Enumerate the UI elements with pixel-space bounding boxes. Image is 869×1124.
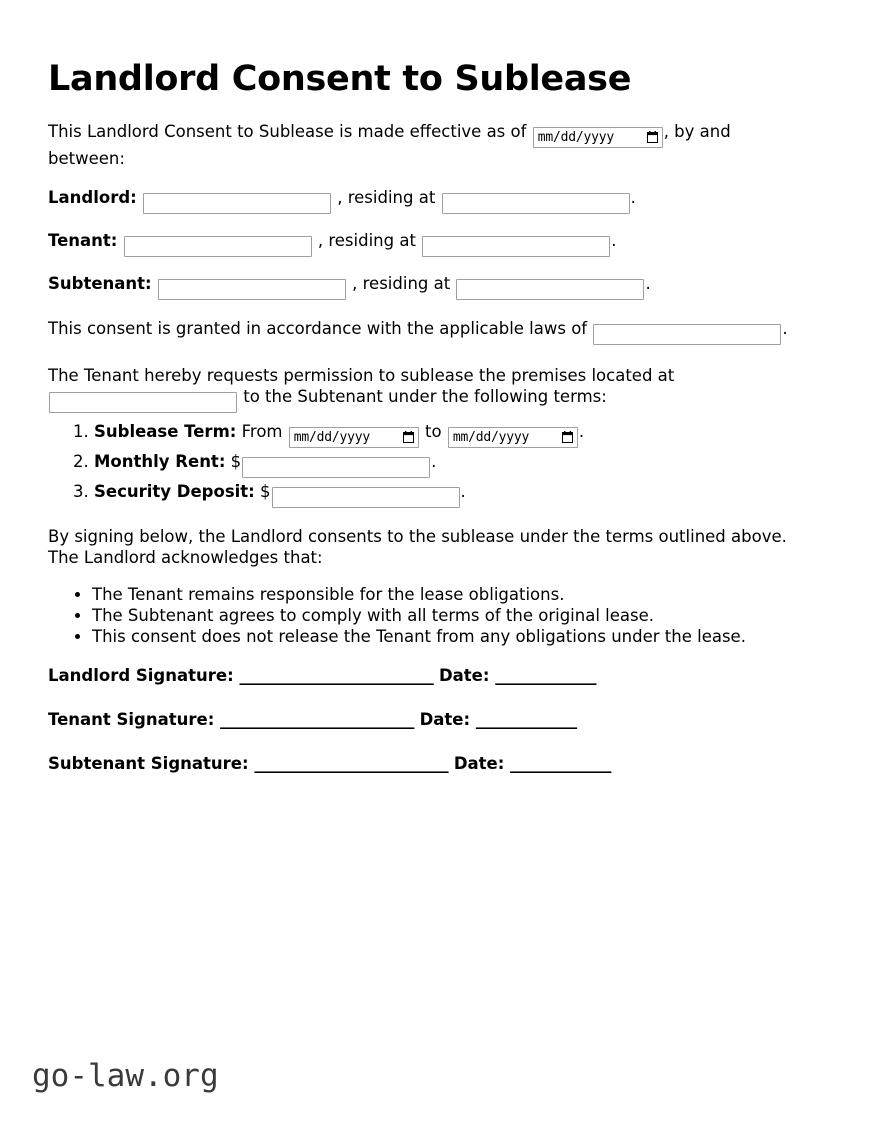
tenant-label: Tenant: xyxy=(48,230,118,250)
term-sublease-term xyxy=(94,419,807,448)
governing-law-period: . xyxy=(782,318,788,338)
subtenant-date-label: Date: xyxy=(453,753,505,773)
premises-paragraph xyxy=(48,365,748,413)
subtenant-label: Subtenant: xyxy=(48,273,152,293)
list-item: • The Subtenant agrees to comply with all terms of the original lease. xyxy=(92,605,807,626)
sublease-end-date-input[interactable] xyxy=(448,427,578,448)
premises-text-after: to the Subtenant under the following terms: xyxy=(243,386,607,406)
subtenant-signature-rule[interactable]: _________________________ xyxy=(254,753,449,773)
monthly-rent-input[interactable] xyxy=(242,457,430,478)
party-row-tenant xyxy=(48,228,807,257)
subtenant-name-input[interactable] xyxy=(158,279,346,300)
subtenant-row-period: . xyxy=(645,273,651,293)
sublease-term-period: . xyxy=(578,421,585,441)
governing-law-text: This consent is granted in accordance with the applicable laws of xyxy=(48,318,588,338)
monthly-rent-label: Monthly Rent: xyxy=(94,451,226,471)
sublease-term-from-word: From xyxy=(241,421,283,441)
security-deposit-label: Security Deposit: xyxy=(94,481,255,501)
term-monthly-rent xyxy=(94,449,807,478)
list-item: • This consent does not release the Tenant from any obligations under the lease. xyxy=(92,626,807,647)
list-item: • The Tenant remains responsible for the lease obligations. xyxy=(92,584,807,605)
security-deposit-input[interactable] xyxy=(272,487,460,508)
subtenant-address-input[interactable] xyxy=(456,279,644,300)
signature-row-landlord xyxy=(48,665,807,687)
premises-text-before: The Tenant hereby requests permission to sublease the premises located at xyxy=(48,365,675,385)
sublease-terms-list xyxy=(48,419,807,508)
calendar-icon xyxy=(647,131,658,143)
landlord-date-rule[interactable]: _____________ xyxy=(495,665,596,685)
sublease-start-date-input[interactable] xyxy=(289,427,419,448)
effective-date-input[interactable] xyxy=(533,127,663,148)
monthly-rent-period: . xyxy=(431,451,437,471)
tenant-signature-label: Tenant Signature: xyxy=(48,709,215,729)
tenant-name-input[interactable] xyxy=(124,236,312,257)
intro-text-after-date: , by and between: xyxy=(48,121,731,168)
tenant-date-label: Date: xyxy=(419,709,471,729)
effective-date-placeholder: mm/dd/yyyy xyxy=(537,129,614,145)
sublease-term-label: Sublease Term: xyxy=(94,421,237,441)
landlord-residing-text: , residing at xyxy=(337,187,436,207)
security-deposit-period: . xyxy=(460,481,466,501)
tenant-row-period: . xyxy=(611,230,617,250)
landlord-signature-label: Landlord Signature: xyxy=(48,665,234,685)
premises-address-input[interactable] xyxy=(49,392,237,413)
page-title: Landlord Consent to Sublease xyxy=(48,59,632,99)
consent-paragraph: By signing below, the Landlord consents to the sublease under the terms outlined above. The Landlord acknowledges that: xyxy=(48,526,787,567)
calendar-icon xyxy=(403,431,414,443)
party-row-landlord xyxy=(48,185,807,214)
tenant-residing-text: , residing at xyxy=(317,230,416,250)
intro-text-before-date: This Landlord Consent to Sublease is made effective as of xyxy=(48,121,527,141)
monthly-rent-currency: $ xyxy=(230,451,242,471)
governing-law-input[interactable] xyxy=(593,324,781,345)
governing-law-paragraph xyxy=(48,318,807,345)
signature-row-subtenant xyxy=(48,753,807,775)
acknowledgements-list xyxy=(48,584,807,647)
landlord-label: Landlord: xyxy=(48,187,137,207)
intro-paragraph xyxy=(48,121,807,169)
landlord-address-input[interactable] xyxy=(442,193,630,214)
landlord-name-input[interactable] xyxy=(143,193,331,214)
tenant-date-rule[interactable]: _____________ xyxy=(475,709,577,729)
signature-row-tenant xyxy=(48,709,807,731)
tenant-signature-rule[interactable]: _________________________ xyxy=(220,709,414,729)
party-row-subtenant xyxy=(48,271,807,300)
security-deposit-currency: $ xyxy=(260,481,271,501)
landlord-signature-rule[interactable]: _________________________ xyxy=(239,665,434,685)
landlord-date-label: Date: xyxy=(438,665,490,685)
sublease-end-date-placeholder: mm/dd/yyyy xyxy=(452,429,530,445)
term-security-deposit xyxy=(94,479,807,508)
landlord-row-period: . xyxy=(630,187,636,207)
sublease-start-date-placeholder: mm/dd/yyyy xyxy=(293,429,371,445)
subtenant-signature-label: Subtenant Signature: xyxy=(48,753,249,773)
sublease-term-to-word: to xyxy=(425,421,442,441)
site-watermark: go-law.org xyxy=(32,1058,219,1094)
subtenant-residing-text: , residing at xyxy=(352,273,451,293)
tenant-address-input[interactable] xyxy=(422,236,610,257)
calendar-icon xyxy=(562,431,573,443)
subtenant-date-rule[interactable]: _____________ xyxy=(510,753,611,773)
